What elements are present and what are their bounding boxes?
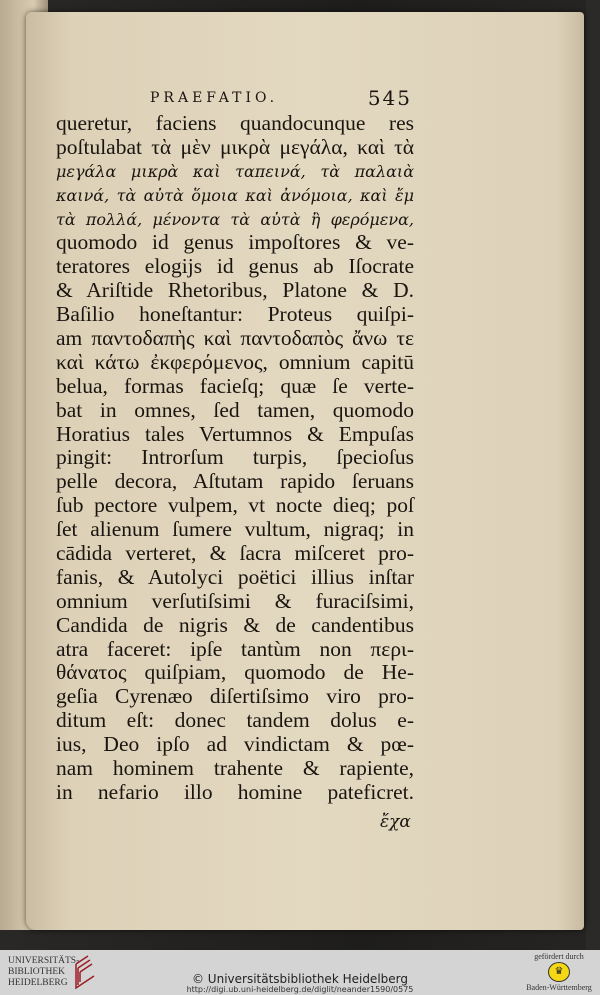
body-text bbox=[56, 112, 414, 805]
library-name-line: HEIDELBERG bbox=[8, 978, 68, 988]
text-line: μεγάλα μικρὰ καὶ ταπεινά, τὰ παλαιὰ bbox=[56, 161, 414, 181]
catchword: ἔχα bbox=[380, 812, 411, 832]
text-line: quomodo id genus impoſtores & ve- bbox=[56, 230, 414, 255]
text-line: queretur, faciens quandocunque res bbox=[56, 111, 414, 135]
funder-block bbox=[524, 952, 594, 992]
text-line: teratores elogijs id genus ab Iſocrate bbox=[56, 254, 414, 279]
text-line: ditum eſt: donec tandem dolus e- bbox=[56, 708, 414, 733]
permalink[interactable]: http://digi.ub.uni-heidelberg.de/diglit/neander1590/0575 bbox=[186, 985, 414, 994]
text-line: in nefario illo homine pateficret. bbox=[56, 779, 414, 804]
running-head: PRAEFATIO. bbox=[150, 90, 279, 106]
copyright-text: © Universitätsbibliothek Heidelberg bbox=[191, 972, 408, 986]
funded-by-label: gefördert durch bbox=[534, 952, 584, 961]
text-line: pelle decora, Aſtutam rapido ſeruans bbox=[56, 469, 414, 494]
footer-bar bbox=[0, 950, 600, 995]
text-line: poſtulabat τὰ μὲν μικρὰ μεγάλα, καὶ τὰ bbox=[56, 134, 414, 159]
text-line: bat in omnes, ſed tamen, quomodo bbox=[56, 397, 414, 422]
text-line: τὰ πολλά, μένοντα τὰ αὐτὰ ἢ φερόμενα, bbox=[56, 209, 414, 229]
text-line: θάνατος quiſpiam, quomodo de He- bbox=[56, 660, 414, 685]
text-line: καὶ κάτω ἐκφερόμενος, omnium capitū bbox=[56, 349, 414, 374]
text-line: ius, Deo ipſo ad vindictam & pœ- bbox=[56, 732, 414, 757]
library-name-line: BIBLIOTHEK bbox=[8, 967, 65, 977]
text-line: cādida verteret, & ſacra miſceret pro- bbox=[56, 541, 414, 566]
text-line: belua, formas facieſq; quæ ſe verte- bbox=[56, 373, 414, 398]
page-number: 545 bbox=[367, 86, 412, 110]
text-line: & Ariſtide Rhetoribus, Platone & D. bbox=[56, 278, 414, 303]
scan-right-edge bbox=[586, 0, 600, 950]
funder-name: Baden-Württemberg bbox=[526, 983, 592, 992]
text-line: ſet alienum ſumere vultum, nigraq; in bbox=[56, 517, 414, 542]
library-name-line: UNIVERSITÄTS- bbox=[8, 956, 80, 966]
text-line: atra faceret: ipſe tantùm non περι- bbox=[56, 636, 414, 661]
page-header bbox=[150, 88, 412, 112]
text-line: fanis, & Autolyci poëtici illius inſtar bbox=[56, 564, 414, 589]
text-line: ſub pectore vulpem, vt nocte dieq; poſ bbox=[56, 493, 414, 518]
text-line: omnium verſutiſsimi & furaciſsimi, bbox=[56, 588, 414, 613]
text-line: Baſilio honeſtantur: Proteus quiſpi- bbox=[56, 302, 414, 327]
text-line: geſia Cyrenæo diſertiſsimo viro pro- bbox=[56, 684, 414, 709]
text-line: pingit: Introrſum turpis, ſpecioſus bbox=[56, 445, 414, 470]
text-line: καινά, τὰ αὐτὰ ὅμοια καὶ ἀνόμοια, καὶ ἔμ bbox=[56, 185, 414, 205]
coat-of-arms-icon: ♛ bbox=[548, 962, 570, 982]
text-line: Candida de nigris & de candentibus bbox=[56, 612, 414, 637]
text-line: am παντοδαπὴς καὶ παντοδαπὸς ἄνω τε bbox=[56, 326, 414, 351]
text-line: Horatius tales Vertumnos & Empuſas bbox=[56, 421, 414, 446]
text-line: nam hominem trahente & rapiente, bbox=[56, 756, 414, 781]
